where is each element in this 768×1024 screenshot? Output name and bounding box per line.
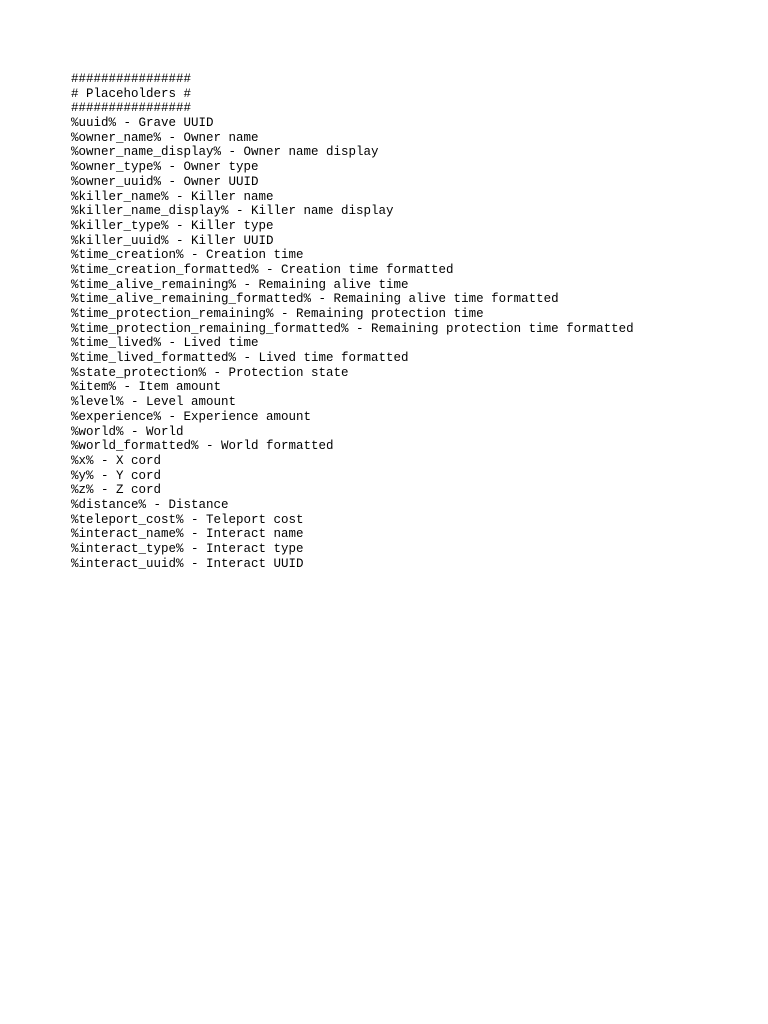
placeholder-line-time-protection-remaining-formatted: %time_protection_remaining_formatted% - Remaining protection time formatted: [71, 321, 634, 336]
header-rule-bottom: ################: [71, 101, 192, 116]
placeholder-line-time-protection-remaining: %time_protection_remaining% - Remaining protection time: [71, 307, 484, 321]
placeholder-line-z: %z% - Z cord: [71, 483, 162, 498]
placeholder-line-owner-uuid: %owner_uuid% - Owner UUID: [71, 174, 259, 189]
placeholder-line-world: %world% - World: [71, 424, 184, 439]
placeholder-line-owner-type: %owner_type% - Owner type: [71, 160, 259, 175]
placeholder-line-teleport-cost: %teleport_cost% - Teleport cost: [71, 512, 304, 527]
placeholder-line-experience: %experience% - Experience amount: [71, 409, 312, 424]
placeholder-line-interact-uuid: %interact_uuid% - Interact UUID: [71, 556, 304, 571]
placeholder-line-time-alive-remaining-formatted: %time_alive_remaining_formatted% - Remaining alive time formatted: [71, 292, 559, 307]
placeholder-line-time-alive-remaining: %time_alive_remaining% - Remaining alive time: [71, 277, 409, 292]
document-page: [71, 72, 751, 571]
placeholder-line-owner-name-display: %owner_name_display% - Owner name display: [71, 145, 379, 160]
placeholder-line-time-creation: %time_creation% - Creation time: [71, 248, 304, 263]
placeholder-line-state-protection: %state_protection% - Protection state: [71, 365, 349, 380]
placeholder-line-interact-name: %interact_name% - Interact name: [71, 527, 304, 542]
placeholder-line-killer-name-display: %killer_name_display% - Killer name display: [71, 204, 394, 219]
placeholder-line-y: %y% - Y cord: [71, 468, 162, 483]
placeholder-line-x: %x% - X cord: [71, 453, 162, 468]
header-rule-top: ################: [71, 72, 192, 86]
placeholder-line-killer-name: %killer_name% - Killer name: [71, 189, 274, 204]
placeholder-line-owner-name: %owner_name% - Owner name: [71, 130, 259, 145]
placeholder-line-item: %item% - Item amount: [71, 380, 222, 395]
placeholder-line-level: %level% - Level amount: [71, 395, 237, 410]
placeholder-line-world-formatted: %world_formatted% - World formatted: [71, 439, 334, 454]
placeholder-line-time-creation-formatted: %time_creation_formatted% - Creation time formatted: [71, 262, 454, 277]
placeholder-line-killer-uuid: %killer_uuid% - Killer UUID: [71, 233, 274, 248]
placeholder-line-uuid: %uuid% - Grave UUID: [71, 116, 214, 131]
placeholder-line-time-lived-formatted: %time_lived_formatted% - Lived time formatted: [71, 351, 409, 366]
placeholder-line-time-lived: %time_lived% - Lived time: [71, 336, 259, 351]
placeholder-line-killer-type: %killer_type% - Killer type: [71, 218, 274, 233]
placeholder-line-distance: %distance% - Distance: [71, 497, 229, 512]
header-title: # Placeholders #: [71, 86, 192, 101]
placeholder-line-interact-type: %interact_type% - Interact type: [71, 542, 304, 556]
